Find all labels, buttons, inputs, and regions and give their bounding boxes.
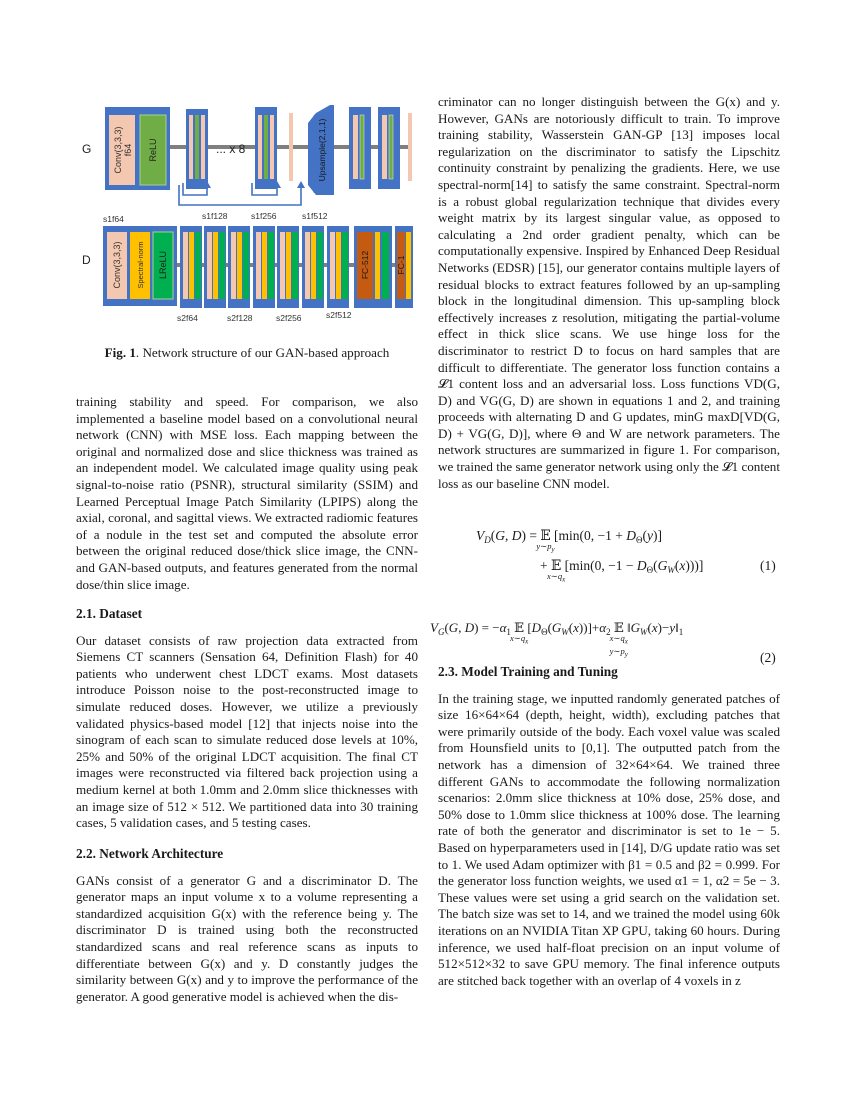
discriminator-stride-label: s1f64 [103, 214, 124, 224]
discriminator-stride-label: s2f512 [326, 310, 352, 320]
generator-repeat-label: ... x 8 [216, 142, 246, 156]
equation-2-number: (2) [760, 650, 776, 665]
section-heading: 2.1. Dataset [76, 606, 143, 621]
section-heading: 2.2. Network Architecture [76, 846, 224, 861]
figure-caption [76, 345, 418, 361]
upsample-label: Upsample(2,1,1) [317, 118, 327, 182]
lrelu-label: LReLU [158, 250, 168, 280]
right-column-body [438, 94, 780, 492]
discriminator-stride-label: s2f64 [177, 313, 198, 323]
gan-training-paragraph: criminator can no longer distinguish between the G(x) and y. However, GANs are notoriously difficult to train. To improve training stability, Wasserstein GAN-GP [13] imposes local regularization on the discriminator to satisfy the Lipschitz continuity constraint by penalizing the gradients. Here, we use spectral-norm[14] to satisfy the same constraint. Spectral-norm is a robust global regularization technique that divides every weight matrix by its largest singular value, as opposed to calculating a 2nd order gradient penalty, which can be computationally expensive. Inspired by Enhanced Deep Residual Networks (EDSR) [15], our generator contains multiple layers of residual blocks to extract features followed by an up-sampling block in the longitudinal dimension. This up-sampling block effectively increases z resolution, mitigating the partial-volume effect in thick slice scans. We use hinge loss for the discriminator to restrict D to focus on hard samples that are difficult to differentiate. The generator loss function contains a 𝓛1 content loss and an adversarial loss. Loss functions VD(G, D) and VG(G, D) are shown in equations 1 and 2, and training proceeds with alternating D and G updates, minG maxD[VD(G, D) + VG(G, D)], where Θ and W are network parameters. The network structures are summarized in figure 1. For comparison, we trained the same generator network using only the 𝓛1 content loss as our baseline CNN model. [438, 94, 780, 491]
generator-row-label: G [82, 142, 92, 156]
section-network-architecture [76, 846, 418, 1005]
discriminator-stride-label: s1f512 [302, 211, 328, 221]
discriminator-conv-label: Conv(3,3,3) [112, 241, 122, 289]
section-model-training [438, 664, 780, 989]
discriminator-stride-label: s1f256 [251, 211, 277, 221]
network-structure-figure [76, 95, 426, 335]
equation-1-line-2: + 𝔼 $x\sim q_x$ [min(0, $-1 - D_\Theta(G_W(x))$)] [540, 558, 704, 584]
section-dataset [76, 606, 418, 832]
left-column-intro [76, 394, 418, 593]
generator-conv-label: Conv(3,3,3) [113, 126, 123, 174]
dataset-paragraph: Our dataset consists of raw projection data extracted from Siemens CT scanners (Sensation 64, Definition Flash) for 40 patients who underwent chest LDCT exams. Most datasets introduce Poisson noise to the post-reconstructed image to simulate reduced doses. However, we utilize a previously validated physics-based model [12] that injects noise into the sinogram of each scan to simulate reduced dose levels at 10%, 25% and 50% of the original LDCT acquisition. The final CT images were reconstructed via filtered back projection using a medium kernel at both 1.0mm and 2.0mm slice thicknesses with an image size of 512 × 512. We partitioned data into 30 training cases, 5 validation cases, and 5 testing cases. [76, 632, 418, 831]
figure-caption-label: Fig. 1 [104, 345, 136, 360]
discriminator-stride-label: s2f128 [227, 313, 253, 323]
section-heading: 2.3. Model Training and Tuning [438, 664, 618, 679]
fc512-label: FC-512 [360, 250, 370, 280]
architecture-paragraph: GANs consist of a generator G and a discriminator D. The generator maps an input volume x to a volume representing a standardized acquisition G(x) with the reference being y. The discriminator D is trained using both the reconstructed standardized scans and real reference scans as inputs to differentiate between G(x) and y. D constantly judges the similarity between G(x) and y to improve the performance of the generator. A good generative model is achieved when the dis- [76, 872, 418, 1004]
spectral-norm-label: Spectral-norm [136, 241, 145, 289]
discriminator-conv-blocks [180, 226, 349, 308]
fc1-label: FC-1 [396, 255, 406, 275]
discriminator-row-label: D [82, 253, 91, 267]
intro-paragraph: training stability and speed. For comparison, we also implemented a baseline model based on a convolutional neural network (CNN) with MSE loss. Each mapping between the original and normalized dose and slice thickness was trained as an independent model. We calculated image quality using peak signal-to-noise ratio (PSNR), structural similarity (SSIM) and Learned Perceptual Image Patch Similarity (LPIPS) along the axial, coronal, and sagittal views. We extracted radiomic features of a nodule in the test set and computed the absolute error between the original reduced dose/thick slice image, the CNN- and GAN-based outputs, and features generated from the normal dose/thin slice image. [76, 394, 418, 592]
generator-conv-sub-label: f64 [123, 143, 133, 157]
discriminator-stride-label: s2f256 [276, 313, 302, 323]
figure-caption-text: . Network structure of our GAN-based approach [135, 345, 390, 360]
equation-2: $V_G(G$, $D) = -\alpha_1$ 𝔼 $x\sim q_x$ $[D_\Theta(G_W(x))]+\alpha_2$ 𝔼 $x\sim q_x$ $y\sim p_y$ $‖G_W(x)-y‖_1$ [430, 620, 684, 659]
generator-relu-label: ReLU [148, 138, 158, 162]
equation-1-line-1: $V_D(G$, D) = 𝔼 $y\sim p_y$ [min(0, $-1 + D_\Theta(y)$] [476, 528, 663, 554]
discriminator-stride-label: s1f128 [202, 211, 228, 221]
training-paragraph: In the training stage, we inputted randomly generated patches of size 16×64×64 (depth, height, width), excluding patches that were primarily outside of the body. Each voxel value was scaled from Hounsfield units to [0,1]. The outputted patch from the network has a dimension of 32×64×64. We trained three different GANs to accommodate the following normalization scenarios: 2.0mm slice thickness at 10% dose, 25% dose, and 50% dose to 1.0mm slice thickness at 100% dose. The learning rate of both the generator and discriminator is set to 1e − 5. Based on hyperparameters used in [14], D/G update ratio was set to 1. We used Adam optimizer with β1 = 0.5 and β2 = 0.999. For the generator loss function weights, we used α1 = 1, α2 = 5e − 3. These values were set using a grid search on the validation set. The batch size was set to 14, and we trained the model using 60k iterations on an NVIDIA Titan XP GPU, taking 60 hours. During inference, we used half-float precision on an input volume of 512×512×32 to save GPU memory. The final inference outputs are stitched back together with an overlap of 4 voxels in z [438, 690, 780, 988]
equation-1-number: (1) [760, 558, 776, 573]
